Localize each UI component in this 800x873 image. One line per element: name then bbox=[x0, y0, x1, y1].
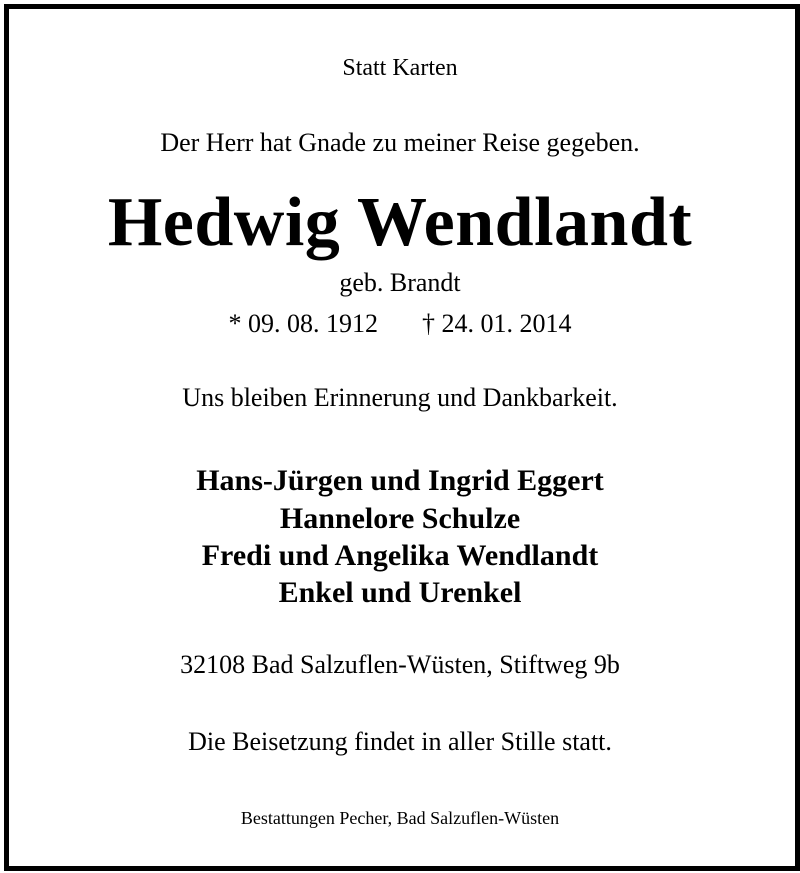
maiden-name: geb. Brandt bbox=[339, 268, 461, 297]
death-date: † 24. 01. 2014 bbox=[422, 309, 572, 338]
intro-text: Statt Karten bbox=[342, 55, 458, 81]
undertaker-credit: Bestattungen Pecher, Bad Salzuflen-Wüsten bbox=[240, 808, 560, 828]
mourner-line: Enkel und Urenkel bbox=[278, 576, 522, 609]
thanks-text: Uns bleiben Erinnerung und Dankbarkeit. bbox=[182, 383, 618, 412]
bible-verse: Der Herr hat Gnade zu meiner Reise gegeben. bbox=[160, 128, 640, 157]
deceased-name: Hedwig Wendlandt bbox=[107, 184, 693, 261]
life-dates bbox=[0, 311, 800, 337]
family-address: 32108 Bad Salzuflen-Wüsten, Stiftweg 9b bbox=[180, 650, 620, 679]
mourner-line: Hans-Jürgen und Ingrid Eggert bbox=[196, 464, 604, 497]
funeral-note: Die Beisetzung findet in aller Stille statt. bbox=[188, 727, 612, 756]
mourner-line: Fredi und Angelika Wendlandt bbox=[201, 539, 599, 572]
birth-date: * 09. 08. 1912 bbox=[228, 309, 378, 338]
mourner-line: Hannelore Schulze bbox=[279, 502, 521, 535]
